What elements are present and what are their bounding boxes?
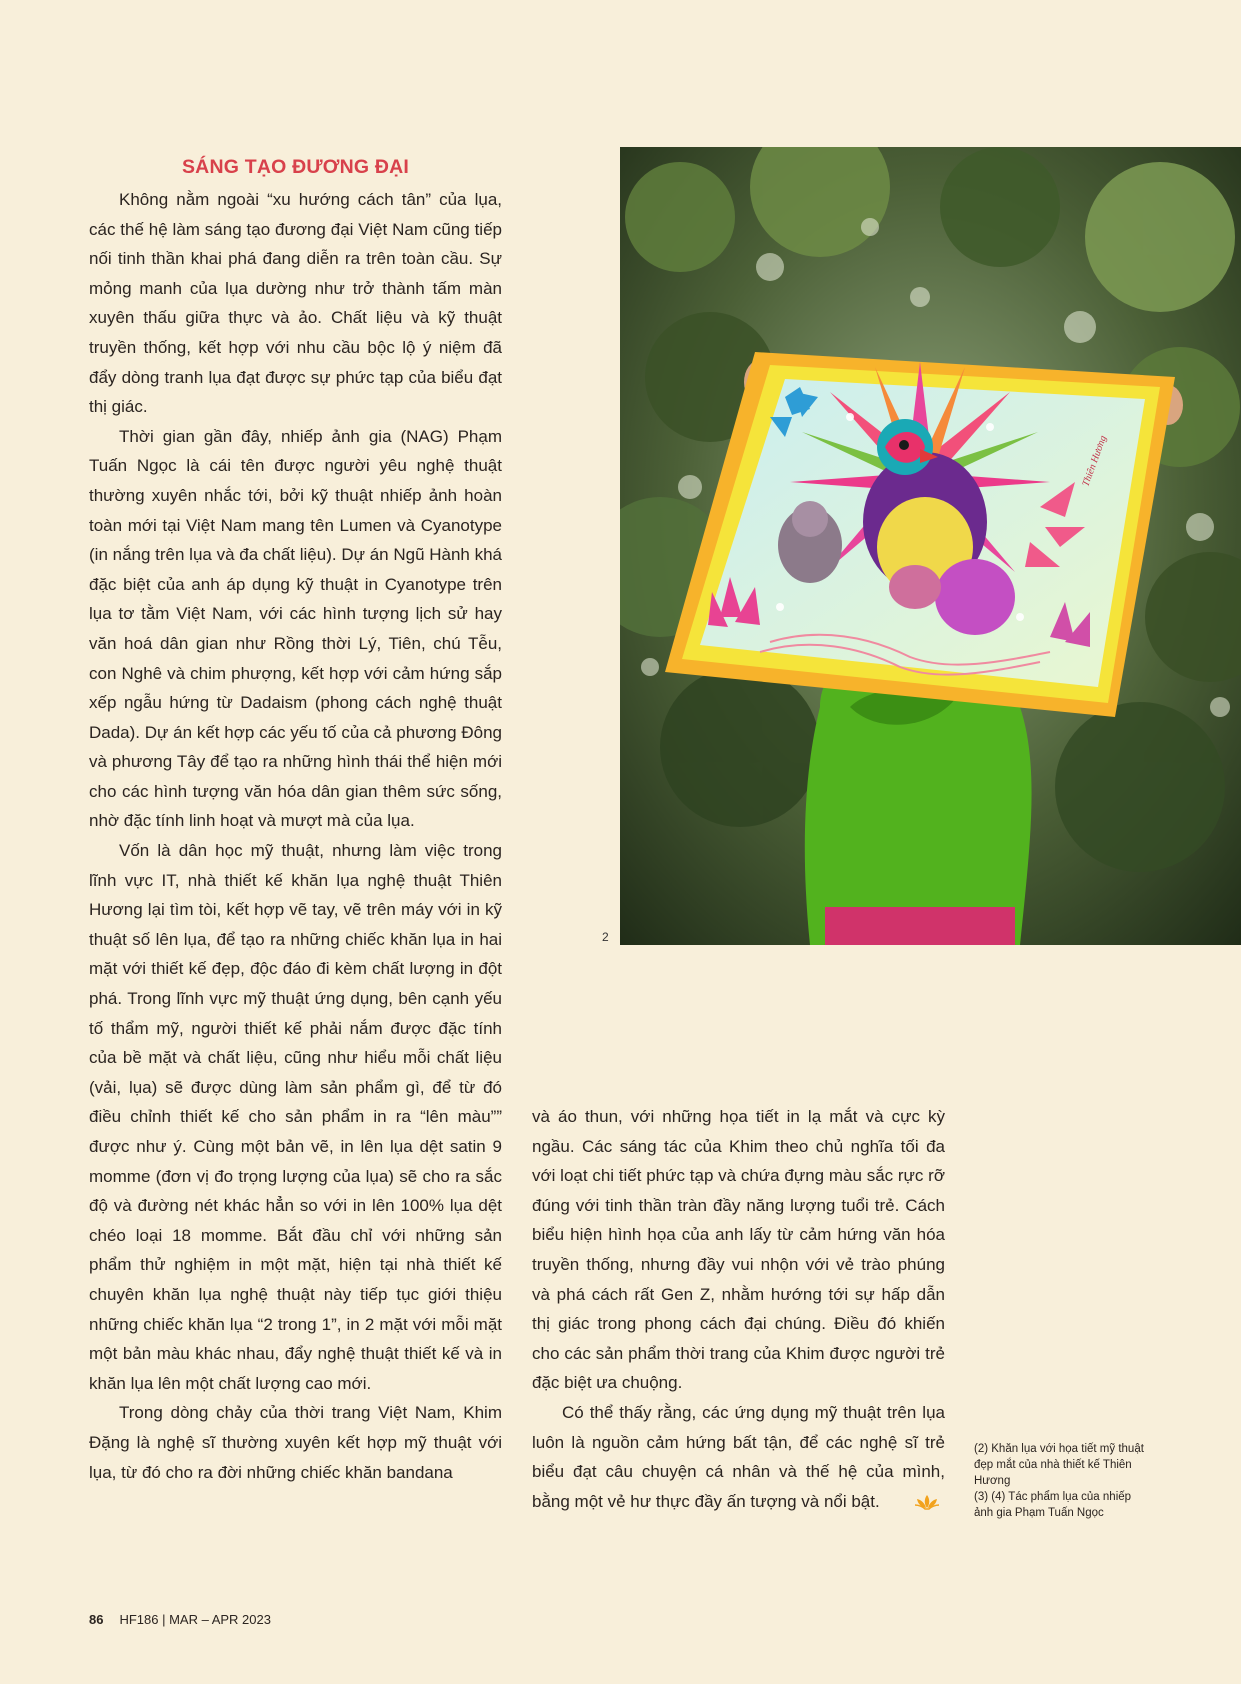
caption-line: (3) (4) Tác phẩm lụa của nhiếp ảnh gia Phạm Tuấn Ngọc <box>974 1491 1132 1519</box>
article-paragraph: và áo thun, với những họa tiết in lạ mắt và cực kỳ ngầu. Các sáng tác của Khim theo chủ nghĩa tối đa với loạt chi tiết phức tạp và chứa đựng màu sắc rực rỡ đúng với tinh thần tràn đầy năng lượng tuổi trẻ. Cách biểu hiện hình họa của anh lấy từ cảm hứng văn hóa truyền thống, nhưng đầy vui nhộn với vẻ trào phúng và phá cách rất Gen Z, nhằm hướng tới sự hấp dẫn thị giác trong phong cách đại chúng. Điều đó khiến cho các sản phẩm thời trang của Khim được người trẻ đặc biệt ưa chuộng. <box>532 1107 945 1393</box>
page-footer <box>89 1612 271 1627</box>
section-heading: SÁNG TẠO ĐƯƠNG ĐẠI <box>181 156 410 178</box>
article-paragraph: Trong dòng chảy của thời trang Việt Nam, Khim Đặng là nghệ sĩ thường xuyên kết hợp mỹ thuật với lụa, từ đó cho ra đời những chiếc khăn bandana <box>89 1403 502 1482</box>
left-column <box>89 156 502 1487</box>
closing-paragraph-text: Có thể thấy rằng, các ứng dụng mỹ thuật trên lụa luôn là nguồn cảm hứng bất tận, để các nghệ sĩ trẻ biểu đạt câu chuyện cá nhân và thế hệ của mình, bằng một vẻ hư thực đầy ấn tượng và nổi bật. <box>532 1402 945 1511</box>
scarf-signature: Thiên Hương <box>1080 434 1110 489</box>
article-paragraph: Thời gian gần đây, nhiếp ảnh gia (NAG) Phạm Tuấn Ngọc là cái tên được người yêu nghệ thuật thường xuyên nhắc tới, bởi kỹ thuật nhiếp ảnh hoàn toàn mới tại Việt Nam mang tên Lumen và Cyanotype (in nắng trên lụa và đa chất liệu). Dự án Ngũ Hành khá đặc biệt của anh áp dụng kỹ thuật in Cyanotype trên lụa tơ tằm Việt Nam, với các hình tượng lịch sử hay văn hoá dân gian như Rồng thời Lý, Tiên, chú Tễu, con Nghê và chim phượng, kết hợp với cảm hứng sắp xếp ngẫu hứng từ Dadaism (phong cách nghệ thuật Dada). Dự án kết hợp các yếu tố của cả phương Đông và phương Tây để tạo ra những hình thái thể hiện mới cho các hình tượng văn hóa dân gian thêm sức sống, nhờ đặc tính linh hoạt và mượt mà của lụa. <box>89 426 503 831</box>
article-paragraph: Không nằm ngoài “xu hướng cách tân” của lụa, các thế hệ làm sáng tạo đương đại Việt Nam cũng tiếp nối tinh thần khai phá đang diễn ra trên toàn cầu. Sự mỏng manh của lụa dường như trở thành tấm màn xuyên thấu giữa thực và ảo. Chất liệu và kỹ thuật truyền thống, kết hợp với nhu cầu bộc lộ ý niệm đã đẩy dòng tranh lụa đạt được sự phức tạp của biểu đạt thị giác. <box>89 190 502 417</box>
scarf-photo <box>620 147 1241 945</box>
article-paragraph: Vốn là dân học mỹ thuật, nhưng làm việc trong lĩnh vực IT, nhà thiết kế khăn lụa nghệ thuật Thiên Hương lại tìm tòi, kết hợp vẽ tay, vẽ trên máy với in kỹ thuật số lên lụa, để tạo ra những chiếc khăn lụa in hai mặt với thiết kế đẹp, độc đáo đi kèm chất lượng in đột phá. Trong lĩnh vực mỹ thuật ứng dụng, bên cạnh yếu tố thẩm mỹ, người thiết kế phải nắm được đặc tính của bề mặt và chất liệu, cũng như hiểu mỗi chất liệu (vải, lụa) sẽ được dùng làm sản phẩm gì, để từ đó điều chỉnh thiết kế cho sản phẩm in ra “lên màu”” được như ý. Cùng một bản vẽ, in lên lụa dệt satin 9 momme (đơn vị đo trọng lượng của lụa) sẽ cho ra sắc độ và đường nét khác hẳn so với in lên 100% lụa dệt chéo loại 18 momme. Bắt đầu chỉ với những sản phẩm thử nghiệm in một mặt, hiện tại nhà thiết kế chuyên khăn lụa nghệ thuật này tiếp tục giới thiệu những chiếc khăn lụa “2 trong 1”, in 2 mặt với mỗi mặt một bản màu khác nhau, đẩy nghệ thuật thiết kế và in khăn lụa lên một chất lượng cao mới. <box>89 841 502 1393</box>
caption-line: (2) Khăn lụa với họa tiết mỹ thuật đẹp mắt của nhà thiết kế Thiên Hương <box>974 1443 1144 1487</box>
lotus-icon <box>884 1490 940 1520</box>
scarf-photo-illustration <box>620 147 1241 945</box>
issue-info: HF186 | MAR – APR 2023 <box>119 1612 271 1627</box>
middle-column <box>532 1102 945 1519</box>
photo-caption <box>974 1441 1149 1521</box>
page-number: 86 <box>89 1612 104 1627</box>
article-paragraph <box>532 1398 945 1519</box>
photo-number: 2 <box>602 930 609 944</box>
